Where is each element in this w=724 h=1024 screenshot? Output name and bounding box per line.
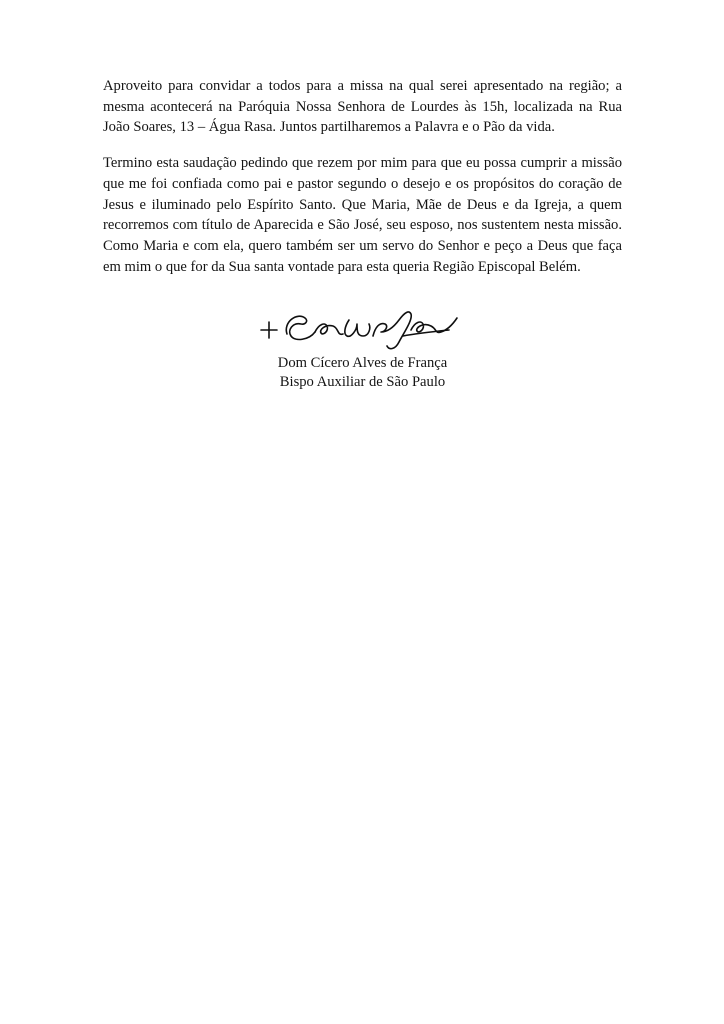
paragraph-2: Termino esta saudação pedindo que rezem por mim para que eu possa cumprir a missão que me foi confiada como pai e pastor segundo o desejo e os propósitos do coração de Jesus e iluminado pelo Espírito Santo. Que Maria, Mãe de Deus e da Igreja, a quem recorremos com título de Aparecida e São José, seu esposo, nos sustentem nesta missão. Como Maria e com ela, quero também ser um servo do Senhor e peço a Deus que faça em mim o que for da Sua santa vontade para esta queria Região Episcopal Belém.: [103, 155, 622, 275]
signature-title: Bispo Auxiliar de São Paulo: [279, 373, 446, 390]
paragraph-1: Aproveito para convidar a todos para a missa na qual serei apresentado na região; a mesma acontecerá na Paróquia Nossa Senhora de Lourdes às 15h, localizada na Rua João Soares, 13 – Água Rasa. Juntos partilharemos a Palavra e o Pão da vida.: [103, 78, 622, 136]
signature-block: [103, 300, 622, 392]
document-body: [103, 76, 622, 277]
handwritten-signature-icon: [233, 300, 493, 354]
signature-name: Dom Cícero Alves de França: [277, 355, 448, 371]
